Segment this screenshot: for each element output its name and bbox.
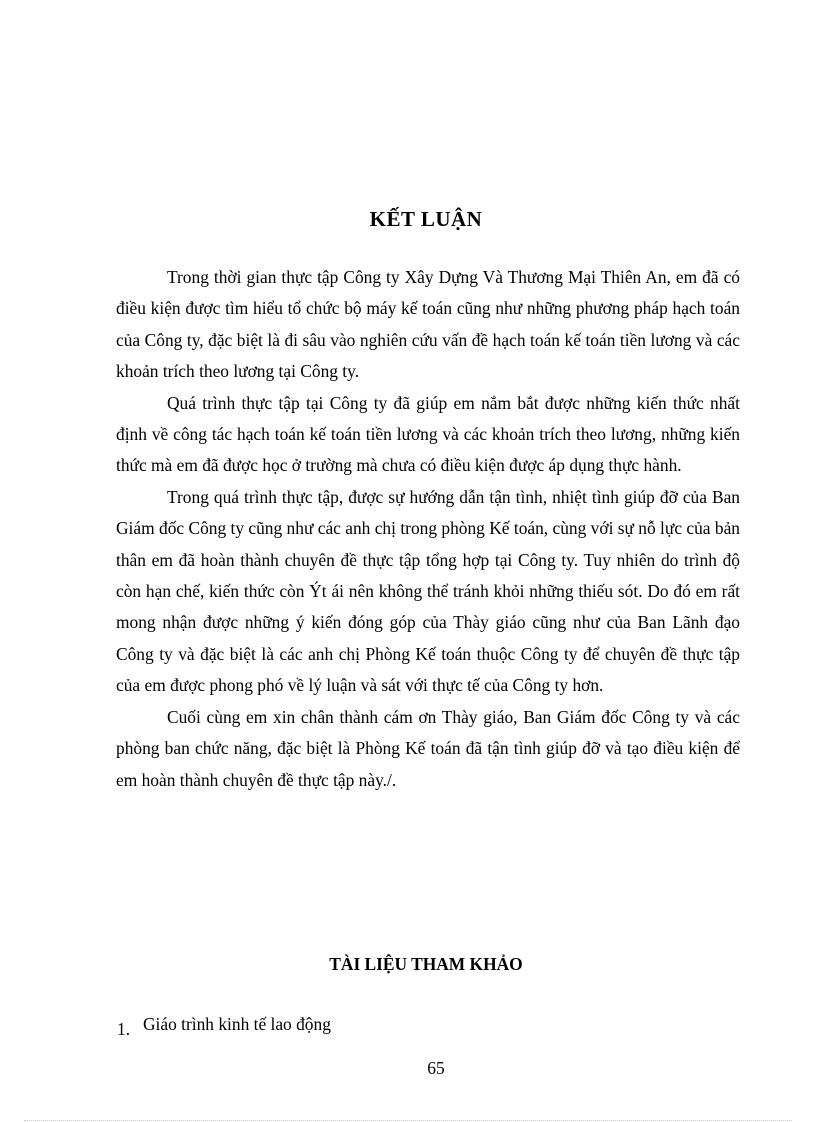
section-title: KẾT LUẬN xyxy=(369,207,483,231)
conclusion-body xyxy=(116,262,740,796)
reference-item xyxy=(117,1014,331,1039)
paragraph: Trong thời gian thực tập Công ty Xây Dựng Và Thương Mại Thiên An, em đã có điều kiện được tìm hiểu tổ chức bộ máy kế toán cũng như những phương pháp hạch toán của Công ty, đặc biệt là đi sâu vào nghiên cứu vấn đề hạch toán kế toán tiền lương và các khoản trích theo lương tại Công ty. xyxy=(116,267,740,382)
paragraph: Trong quá trình thực tập, được sự hướng dẫn tận tình, nhiệt tình giúp đỡ của Ban Giám đốc Công ty cũng như các anh chị trong phòng Kế toán, cùng với sự nỗ lực của bản thân em đã hoàn thành chuyên đề thực tập tổng hợp tại Công ty. Tuy nhiên do trình độ còn hạn chế, kiến thức còn Ýt ái nên không thể tránh khỏi những thiếu sót. Do đó em rất mong nhận được những ý kiến đóng góp của Thày giáo cũng như của Ban Lãnh đạo Công ty và đặc biệt là các anh chị Phòng Kế toán thuộc Công ty để chuyên đề thực tập của em được phong phó về lý luận và sát với thực tế của Công ty hơn. xyxy=(116,486,740,696)
page-bottom-divider xyxy=(24,1120,792,1121)
reference-text: Giáo trình kinh tế lao động xyxy=(143,1014,331,1034)
references-title: TÀI LIỆU THAM KHẢO xyxy=(329,954,523,974)
paragraph: Cuối cùng em xin chân thành cám ơn Thày giáo, Ban Giám đốc Công ty và các phòng ban chức năng, đặc biệt là Phòng Kế toán đã tận tình giúp đỡ và tạo điều kiện để em hoàn thành chuyên đề thực tập này./. xyxy=(116,706,740,790)
reference-number: 1. xyxy=(117,1019,131,1039)
page-number: 65 xyxy=(427,1058,445,1078)
paragraph: Quá trình thực tập tại Công ty đã giúp em nắm bắt được những kiến thức nhất định về công tác hạch toán kế toán tiền lương và các khoản trích theo lương, những kiến thức mà em đã được học ở trường mà chưa có điều kiện được áp dụng thực hành. xyxy=(116,392,740,476)
